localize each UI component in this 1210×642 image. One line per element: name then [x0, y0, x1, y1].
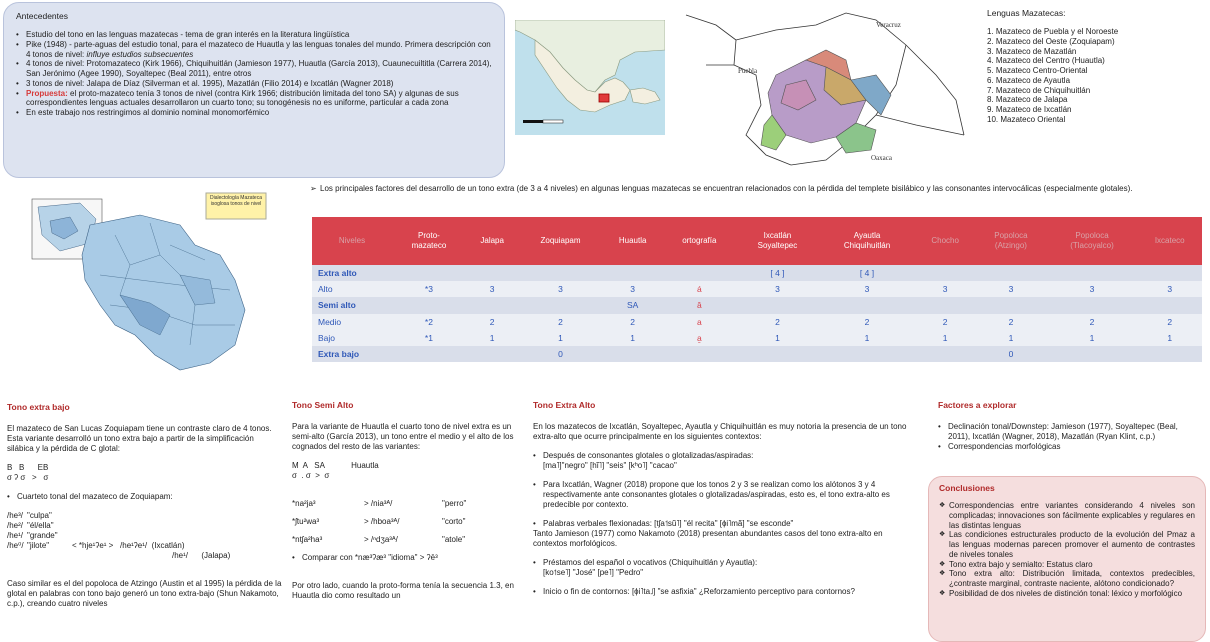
region-map — [676, 5, 968, 171]
table-cell — [1137, 297, 1202, 313]
list-item: • Declinación tonal/Downstep: Jamieson (1977), Soyaltepec (Beal, 2011), Ixcatlán (Wagner, 2018), Mazatlán (Ryan Klint, c.p.) — [938, 422, 1200, 442]
table-cell — [1047, 346, 1138, 362]
label-puebla: Puebla — [738, 67, 758, 75]
list-item: • Correspondencias morfológicas — [938, 442, 1200, 452]
table-cell: Extra bajo — [312, 346, 392, 362]
table-cell — [819, 297, 915, 313]
table-cell: a̱ — [663, 330, 736, 346]
lenguas-list — [987, 8, 1202, 125]
table-cell — [603, 346, 663, 362]
list-item: 7. Mazateco de Chiquihuitlán — [987, 85, 1091, 95]
list-item: 8. Mazateco de Jalapa — [987, 95, 1068, 105]
region-map-graphic — [676, 5, 968, 171]
section-extra-alto — [533, 400, 918, 597]
list-item: • Estudio del tono en las lenguas mazatecas - tema de gran interés en la literatura lingüística — [16, 30, 492, 40]
mexico-map — [515, 20, 665, 135]
arrow-icon: ➢ — [310, 184, 317, 193]
list-item: 5. Mazateco Centro-Oriental — [987, 66, 1088, 75]
table-cell: 2 — [1137, 314, 1202, 330]
table-cell — [1047, 265, 1138, 281]
table-header-row — [312, 217, 1202, 265]
paragraph: El mazateco de San Lucas Zoquiapam tiene un contraste claro de 4 tonos. Esta variante desarrolló un tono extra bajo a partir de la simplificación silábica y la pérdida de C glotal: — [7, 424, 272, 453]
table-cell — [466, 265, 519, 281]
table-cell: 3 — [518, 281, 602, 297]
formula: M A SA Huautla — [292, 461, 379, 470]
table-cell: 3 — [603, 281, 663, 297]
section-extra-bajo — [7, 402, 282, 609]
table-cell — [466, 297, 519, 313]
table-cell — [975, 265, 1046, 281]
table-cell: 1 — [975, 330, 1046, 346]
table-cell: 2 — [915, 314, 975, 330]
table-cell — [392, 346, 466, 362]
table-cell: 0 — [975, 346, 1046, 362]
col-header: Ixcateco — [1137, 217, 1202, 265]
table-cell — [1137, 346, 1202, 362]
table-cell: 1 — [518, 330, 602, 346]
table-cell: á — [663, 281, 736, 297]
table-row — [312, 346, 1202, 362]
table-cell: 2 — [1047, 314, 1138, 330]
table-cell — [736, 346, 819, 362]
table-cell — [1137, 265, 1202, 281]
paragraph: En los mazatecos de Ixcatlán, Soyaltepec, Ayautla y Chiquihuitlán es muy notoria la presencia de un tono extra-alto que ocurre principalmente en los siguientes contextos: — [533, 422, 907, 441]
table-cell — [975, 297, 1046, 313]
section-factores — [938, 400, 1200, 452]
table-cell: 3 — [819, 281, 915, 297]
paragraph: Para la variante de Huautla el cuarto tono de nivel extra es un semi-alto (García 2013), un tono entre el medio y el alto de los cognados del resto de las variantes: — [292, 422, 514, 451]
formula: σ ʔ σ > σ — [7, 473, 49, 482]
formula: B B EB — [7, 463, 49, 472]
table-cell: 1 — [736, 330, 819, 346]
table-cell — [392, 265, 466, 281]
district-legend: Dialectología Mazateca isoglosa tonos de nivel — [210, 195, 262, 207]
section-semi-alto — [292, 400, 517, 601]
table-cell: 3 — [1137, 281, 1202, 297]
section-title: Factores a explorar — [938, 400, 1017, 410]
section-title: Tono Extra Alto — [533, 400, 596, 410]
table-row — [312, 265, 1202, 281]
table-cell: 2 — [736, 314, 819, 330]
col-header: Popoloca (Tlacoyalco) — [1047, 217, 1138, 265]
list-item: • Para Ixcatlán, Wagner (2018) propone que los tonos 2 y 3 se realizan como los alótonos 3 y 4 respectivamente ante consonantes glotales o glotalizadas/aspiradas, esto es, el tono extra-alto es predecible por contexto. — [533, 480, 918, 510]
table-cell: 1 — [915, 330, 975, 346]
table-cell — [663, 346, 736, 362]
list-item: • Inicio o fin de contornos: [ɸi˥ta˩] "se asfixia" ¿Reforzamiento perceptivo para contornos? — [533, 587, 918, 597]
list-item: ❖ Las condiciones estructurales producto de la evolución del Pmaz a las lenguas modernas parecen promover el aumento de contrastes de niveles tonales — [939, 530, 1195, 559]
list-item: ❖ Posibilidad de dos niveles de distinción tonal: léxico y morfológico — [939, 589, 1195, 599]
table-cell — [518, 297, 602, 313]
section-title: Tono extra bajo — [7, 402, 70, 412]
table-cell — [392, 297, 466, 313]
list-item: ❖ Correspondencias entre variantes considerando 4 niveles son complicadas; innovaciones son fácilmente explicables y regulares en las distintas lenguas — [939, 501, 1195, 530]
table-cell: 2 — [466, 314, 519, 330]
table-cell: *3 — [392, 281, 466, 297]
table-cell: Semi alto — [312, 297, 392, 313]
table-cell: 1 — [603, 330, 663, 346]
col-header: Jalapa — [466, 217, 519, 265]
list-item: • Palabras verbales flexionadas: [tʃa˦sũ˥] "él recita" [ɸi˥mã] "se esconde" — [533, 519, 918, 529]
section-title: Tono Semi Alto — [292, 400, 354, 410]
mexico-map-graphic — [515, 20, 665, 135]
table-cell: Extra alto — [312, 265, 392, 281]
table-cell: 3 — [915, 281, 975, 297]
district-map — [20, 185, 278, 377]
table-cell: [ 4 ] — [736, 265, 819, 281]
table-cell: *2 — [392, 314, 466, 330]
list-item: 3. Mazateco de Mazatlán — [987, 46, 1077, 56]
list-item: • 4 tonos de nivel: Protomazateco (Kirk 1966), Chiquihuitlán (Jamieson 1977), Huautla (García 2013), Cuaunecuiltitla (Carrera 2014), San Jerónimo (Agee 1990), Soyaltepec (Beal 2011), entre otros — [16, 59, 492, 79]
col-header: Zoquiapam — [518, 217, 602, 265]
propuesta-label: Propuesta: — [26, 88, 68, 98]
table-cell: a — [663, 314, 736, 330]
table-cell: 2 — [518, 314, 602, 330]
statement-text: Los principales factores del desarrollo de un tono extra (de 3 a 4 niveles) en algunas lenguas mazatecas se encuentran relacionados con la pérdida del templete bisilábico y las consonantes intervocálicas (especialmente glotales). — [320, 184, 1133, 193]
col-header: Chocho — [915, 217, 975, 265]
table-cell — [1047, 297, 1138, 313]
table-cell — [663, 265, 736, 281]
table-cell — [819, 346, 915, 362]
list-item: • 3 tonos de nivel: Jalapa de Díaz (Silverman et al. 1995), Mazatlán (Filio 2014) e Ixcatlán (Wagner 2018) — [16, 79, 492, 89]
list-item: 2. Mazateco del Oeste (Zoquiapam) — [987, 36, 1115, 46]
list-item: • Préstamos del español o vocativos (Chiquihuitlán y Ayautla): [ko˦se˥] "José" [pe˥] "Pedro" — [533, 558, 918, 578]
table-cell: 3 — [975, 281, 1046, 297]
list-item: • Propuesta: el proto-mazateco tenía 3 tonos de nivel (contra Kirk 1966; distribución limitada del tono SA) y algunas de sus correspondientes lenguas actuales desarrollaron un cuarto tono; su tonogénesis no es uniforme, particular a cada zona — [16, 89, 492, 109]
tone-levels-table — [312, 217, 1202, 362]
col-header: Ixcatlán Soyaltepec — [736, 217, 819, 265]
table-cell — [603, 265, 663, 281]
formula: σ . σ > σ — [292, 471, 330, 480]
list-item: 1. Mazateco de Puebla y el Noroeste — [987, 27, 1119, 36]
table-cell — [466, 346, 519, 362]
table-cell: 3 — [1047, 281, 1138, 297]
col-header: ortografía — [663, 217, 736, 265]
table-cell: 1 — [819, 330, 915, 346]
table-cell: 3 — [736, 281, 819, 297]
table-cell — [915, 297, 975, 313]
antecedentes-list — [16, 30, 492, 118]
paragraph: Por otro lado, cuando la proto-forma tenía la secuencia 1.3, en Huautla dio como resultado un — [292, 581, 514, 600]
table-cell: 3 — [466, 281, 519, 297]
table-cell: Alto — [312, 281, 392, 297]
section-title: Conclusiones — [939, 483, 995, 493]
table-cell: 2 — [975, 314, 1046, 330]
list-item: • Pike (1948) - parte-aguas del estudio tonal, para el mazateco de Huautla y las lenguas tonales del mundo. Primera descripción con 4 tonos de nivel: influye estudios subsecuentes — [16, 40, 492, 60]
label-veracruz: Veracruz — [876, 21, 901, 29]
district-map-graphic — [20, 185, 278, 377]
table-cell: 2 — [603, 314, 663, 330]
table-cell — [518, 265, 602, 281]
table-cell: â — [663, 297, 736, 313]
table-cell: SA — [603, 297, 663, 313]
list-item: • En este trabajo nos restringimos al dominio nominal monomorfémico — [16, 108, 492, 118]
col-header: Ayautla Chiquihuitlán — [819, 217, 915, 265]
table-row — [312, 330, 1202, 346]
table-cell: 1 — [466, 330, 519, 346]
antecedentes-box — [3, 2, 505, 178]
list-item: • Comparar con *næ³ʔæ³ "idioma" > ʔē³ — [292, 553, 517, 563]
pike-italic: influye estudios subsecuentes — [86, 49, 194, 59]
table-cell — [915, 265, 975, 281]
list-item: • Después de consonantes glotales o glotalizadas/aspiradas: [ma˥]"negro" [hĩ˥] "seis" [kʰo˥] "cacao" — [533, 451, 918, 471]
list-item: ❖ Tono extra bajo y semialto: Estatus claro — [939, 560, 1195, 570]
list-item: 9. Mazateco de Ixcatlán — [987, 105, 1072, 114]
col-header: Proto- mazateco — [392, 217, 466, 265]
label-oaxaca: Oaxaca — [871, 154, 892, 162]
list-item: ❖ Tono extra alto: Distribución limitada, contextos predecibles, ¿contraste marginal, contraste naciente, alótono condicionado? — [939, 569, 1195, 589]
conclusiones-box — [928, 476, 1206, 642]
col-header: Popoloca (Atzingo) — [975, 217, 1046, 265]
table-cell: 1 — [1137, 330, 1202, 346]
table-cell — [736, 297, 819, 313]
table-cell — [915, 346, 975, 362]
table-cell: 2 — [819, 314, 915, 330]
list-item: • Cuarteto tonal del mazateco de Zoquiapam: — [7, 492, 282, 502]
table-cell: 0 — [518, 346, 602, 362]
col-header: Huautla — [603, 217, 663, 265]
paragraph: Caso similar es el del popoloca de Atzingo (Austin et al 1995) la pérdida de la glotal en palabras con tono bajo generó un tono extra-bajo (Shun Nakamoto, c.p.), creando cuatro niveles — [7, 579, 282, 608]
table-cell: 1 — [1047, 330, 1138, 346]
paragraph: Tanto Jamieson (1977) como Nakamoto (2018) presentan abundantes casos del tono extra-alto en contextos morfológicos. — [533, 529, 883, 548]
table-cell: *1 — [392, 330, 466, 346]
table-row — [312, 314, 1202, 330]
examples: *na²ja³ > /nia³ᴬ/ "perro" *ʃtu²wa³ > /hboa³ᴬ/ "corto" *ntʃa²ha³ > /ⁿdʒa³ᴬ/ "atole" — [292, 499, 467, 544]
antecedentes-title: Antecedentes — [16, 11, 68, 21]
lenguas-title: Lenguas Mazatecas: — [987, 8, 1066, 18]
list-item: 4. Mazateco del Centro (Huautla) — [987, 56, 1105, 66]
list-item: 6. Mazateco de Ayautla — [987, 75, 1071, 85]
table-cell: Medio — [312, 314, 392, 330]
table-row — [312, 281, 1202, 297]
quartet: /he³/ "culpa" /he²/ "él/ella" /he¹/ "grande" /he⁰/ "jilote" < *hje¹ʔe¹ > /he¹ʔe¹/ (Ixcatlán) /he¹/ (Jalapa) — [7, 511, 231, 560]
col-header: Niveles — [312, 217, 392, 265]
table-row — [312, 297, 1202, 313]
table-cell: [ 4 ] — [819, 265, 915, 281]
list-item: 10. Mazateco Oriental — [987, 114, 1066, 124]
factors-statement — [310, 184, 1200, 194]
table-cell: Bajo — [312, 330, 392, 346]
